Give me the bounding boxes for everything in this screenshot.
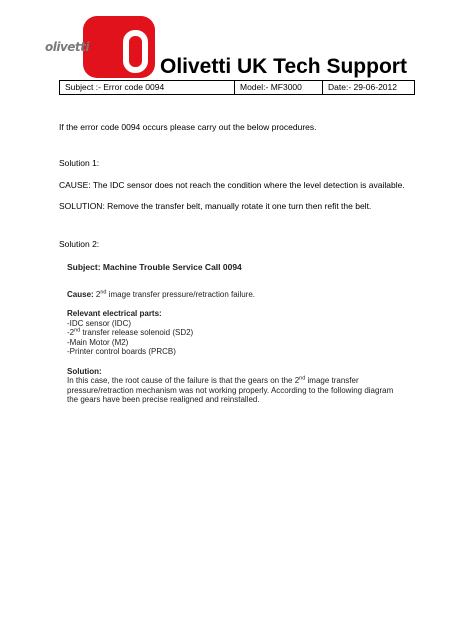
cause-text: CAUSE: The IDC sensor does not reach the condition where the level detection is available.: [59, 180, 405, 190]
scan-part-4: -Printer control boards (PRCB): [67, 347, 176, 356]
scan-solution-heading: Solution:: [67, 366, 102, 376]
scan-subject: Subject: Machine Trouble Service Call 0094: [67, 262, 242, 272]
scan-part-1: -IDC sensor (IDC): [67, 318, 132, 328]
scan-solution-line1: In this case, the root cause of the failure is that the gears on the 2nd image transfer: [67, 375, 359, 385]
scan-part-2: -2nd transfer release solenoid (SD2): [67, 327, 194, 337]
logo-o-mark: [123, 30, 148, 73]
solution1-heading: Solution 1:: [59, 158, 100, 168]
scan-solution-line3: the gears have been precise realigned and reinstalled.: [67, 395, 260, 404]
scan-cause: Cause: 2nd image transfer pressure/retraction failure.: [67, 288, 256, 299]
subject-cell: Subject :- Error code 0094: [60, 81, 235, 94]
scan-parts-heading: Relevant electrical parts:: [67, 309, 162, 318]
page-title: Olivetti UK Tech Support: [160, 55, 407, 78]
model-cell: Model:- MF3000: [235, 81, 323, 94]
olivetti-logo: [45, 16, 160, 78]
intro-text: If the error code 0094 occurs please carry out the below procedures.: [59, 122, 317, 132]
scan-part-3: -Main Motor (M2): [67, 337, 129, 347]
scanned-excerpt: [67, 263, 393, 405]
solution2-heading: Solution 2:: [59, 239, 100, 249]
scan-solution-line2: pressure/retraction mechanism was not working properly. According to the following diagram: [67, 385, 394, 395]
date-cell: Date:- 29-06-2012: [328, 82, 397, 92]
logo-wordmark: olivetti: [45, 40, 90, 54]
solution-text: SOLUTION: Remove the transfer belt, manually rotate it one turn then refit the belt.: [59, 201, 372, 211]
info-table: [59, 80, 415, 95]
